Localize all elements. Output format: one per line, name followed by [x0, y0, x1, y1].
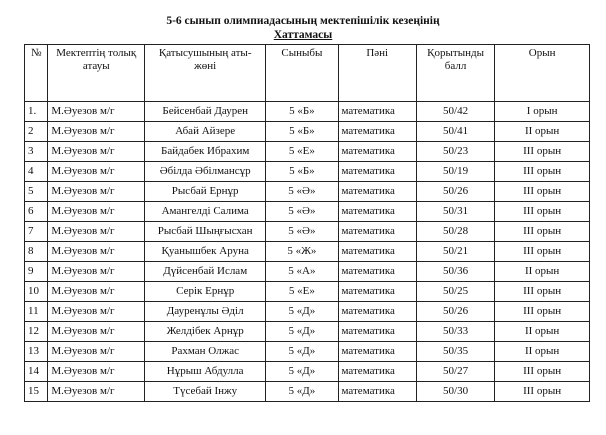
table-row — [25, 222, 590, 242]
cell-school: М.Әуезов м/г — [48, 142, 145, 162]
cell-num: 1. — [25, 102, 48, 122]
cell-name: Рахман Олжас — [145, 342, 266, 362]
cell-place: III орын — [495, 282, 590, 302]
cell-grade: 5 «Ә» — [266, 222, 338, 242]
cell-score: 50/26 — [416, 302, 494, 322]
cell-num: 10 — [25, 282, 48, 302]
cell-name: Серік Ернұр — [145, 282, 266, 302]
header-name: Қатысушының аты-жөні — [145, 45, 266, 102]
cell-grade: 5 «Ж» — [266, 242, 338, 262]
cell-score: 50/33 — [416, 322, 494, 342]
table-row — [25, 322, 590, 342]
cell-num: 6 — [25, 202, 48, 222]
cell-name: Желдібек Арнұр — [145, 322, 266, 342]
cell-school: М.Әуезов м/г — [48, 202, 145, 222]
cell-name: Қуанышбек Аруна — [145, 242, 266, 262]
cell-school: М.Әуезов м/г — [48, 102, 145, 122]
cell-subject: математика — [338, 182, 416, 202]
header-school: Мектептің толық атауы — [48, 45, 145, 102]
table-row — [25, 342, 590, 362]
cell-subject: математика — [338, 362, 416, 382]
cell-place: III орын — [495, 222, 590, 242]
table-row — [25, 362, 590, 382]
cell-place: I орын — [495, 102, 590, 122]
table-body — [25, 102, 590, 402]
cell-place: III орын — [495, 142, 590, 162]
table-row — [25, 122, 590, 142]
cell-subject: математика — [338, 302, 416, 322]
cell-grade: 5 «Е» — [266, 142, 338, 162]
cell-num: 11 — [25, 302, 48, 322]
cell-grade: 5 «Б» — [266, 162, 338, 182]
cell-score: 50/19 — [416, 162, 494, 182]
header-num: № — [25, 45, 48, 102]
cell-name: Әбілда Әбілмансұр — [145, 162, 266, 182]
header-place: Орын — [495, 45, 590, 102]
cell-grade: 5 «Д» — [266, 302, 338, 322]
table-header-row — [25, 45, 590, 102]
cell-place: II орын — [495, 122, 590, 142]
header-subject: Пәні — [338, 45, 416, 102]
cell-score: 50/42 — [416, 102, 494, 122]
cell-school: М.Әуезов м/г — [48, 282, 145, 302]
cell-subject: математика — [338, 282, 416, 302]
cell-grade: 5 «Д» — [266, 362, 338, 382]
cell-school: М.Әуезов м/г — [48, 342, 145, 362]
cell-name: Абай Айзере — [145, 122, 266, 142]
table-row — [25, 382, 590, 402]
cell-score: 50/28 — [416, 222, 494, 242]
table-row — [25, 142, 590, 162]
table-row — [25, 202, 590, 222]
cell-name: Рысбай Ернұр — [145, 182, 266, 202]
cell-subject: математика — [338, 222, 416, 242]
cell-num: 8 — [25, 242, 48, 262]
cell-school: М.Әуезов м/г — [48, 122, 145, 142]
header-score: Қорытынды балл — [416, 45, 494, 102]
cell-place: III орын — [495, 382, 590, 402]
cell-num: 12 — [25, 322, 48, 342]
cell-school: М.Әуезов м/г — [48, 162, 145, 182]
cell-subject: математика — [338, 102, 416, 122]
cell-score: 50/27 — [416, 362, 494, 382]
cell-subject: математика — [338, 142, 416, 162]
document-title — [0, 14, 606, 42]
cell-num: 9 — [25, 262, 48, 282]
cell-place: III орын — [495, 242, 590, 262]
cell-grade: 5 «А» — [266, 262, 338, 282]
cell-score: 50/25 — [416, 282, 494, 302]
cell-place: II орын — [495, 262, 590, 282]
cell-place: III орын — [495, 182, 590, 202]
cell-name: Дауренұлы Әділ — [145, 302, 266, 322]
cell-place: II орын — [495, 342, 590, 362]
cell-school: М.Әуезов м/г — [48, 302, 145, 322]
cell-num: 5 — [25, 182, 48, 202]
cell-school: М.Әуезов м/г — [48, 182, 145, 202]
table-row — [25, 162, 590, 182]
cell-name: Амангелді Салима — [145, 202, 266, 222]
cell-subject: математика — [338, 342, 416, 362]
cell-subject: математика — [338, 242, 416, 262]
cell-name: Түсебай Інжу — [145, 382, 266, 402]
cell-grade: 5 «Ә» — [266, 202, 338, 222]
cell-score: 50/26 — [416, 182, 494, 202]
cell-score: 50/35 — [416, 342, 494, 362]
title-line-1: 5-6 сынып олимпиадасының мектепішілік кезеңінің — [166, 15, 440, 27]
cell-school: М.Әуезов м/г — [48, 222, 145, 242]
cell-num: 4 — [25, 162, 48, 182]
cell-score: 50/21 — [416, 242, 494, 262]
table-row — [25, 182, 590, 202]
cell-subject: математика — [338, 262, 416, 282]
cell-subject: математика — [338, 122, 416, 142]
cell-school: М.Әуезов м/г — [48, 322, 145, 342]
table-row — [25, 302, 590, 322]
table-row — [25, 282, 590, 302]
cell-name: Дүйсенбай Ислам — [145, 262, 266, 282]
cell-school: М.Әуезов м/г — [48, 242, 145, 262]
cell-school: М.Әуезов м/г — [48, 382, 145, 402]
title-line-2: Хаттамасы — [273, 29, 333, 41]
cell-num: 3 — [25, 142, 48, 162]
cell-subject: математика — [338, 202, 416, 222]
cell-school: М.Әуезов м/г — [48, 262, 145, 282]
cell-num: 7 — [25, 222, 48, 242]
cell-grade: 5 «Е» — [266, 282, 338, 302]
cell-num: 2 — [25, 122, 48, 142]
cell-score: 50/30 — [416, 382, 494, 402]
cell-score: 50/36 — [416, 262, 494, 282]
cell-num: 13 — [25, 342, 48, 362]
cell-school: М.Әуезов м/г — [48, 362, 145, 382]
cell-grade: 5 «Д» — [266, 382, 338, 402]
cell-subject: математика — [338, 322, 416, 342]
cell-name: Байдабек Ибрахим — [145, 142, 266, 162]
cell-place: II орын — [495, 322, 590, 342]
cell-grade: 5 «Д» — [266, 322, 338, 342]
cell-grade: 5 «Б» — [266, 102, 338, 122]
cell-subject: математика — [338, 162, 416, 182]
cell-name: Нұрыш Абдулла — [145, 362, 266, 382]
cell-place: III орын — [495, 362, 590, 382]
table-row — [25, 262, 590, 282]
cell-place: III орын — [495, 302, 590, 322]
cell-grade: 5 «Ә» — [266, 182, 338, 202]
table-row — [25, 242, 590, 262]
cell-place: III орын — [495, 202, 590, 222]
cell-place: III орын — [495, 162, 590, 182]
table-row — [25, 102, 590, 122]
cell-score: 50/23 — [416, 142, 494, 162]
cell-num: 15 — [25, 382, 48, 402]
cell-score: 50/31 — [416, 202, 494, 222]
header-grade: Сыныбы — [266, 45, 338, 102]
cell-grade: 5 «Д» — [266, 342, 338, 362]
cell-subject: математика — [338, 382, 416, 402]
cell-score: 50/41 — [416, 122, 494, 142]
cell-num: 14 — [25, 362, 48, 382]
cell-grade: 5 «Б» — [266, 122, 338, 142]
results-table — [24, 44, 590, 402]
cell-name: Рысбай Шыңғысхан — [145, 222, 266, 242]
cell-name: Бейсенбай Даурен — [145, 102, 266, 122]
